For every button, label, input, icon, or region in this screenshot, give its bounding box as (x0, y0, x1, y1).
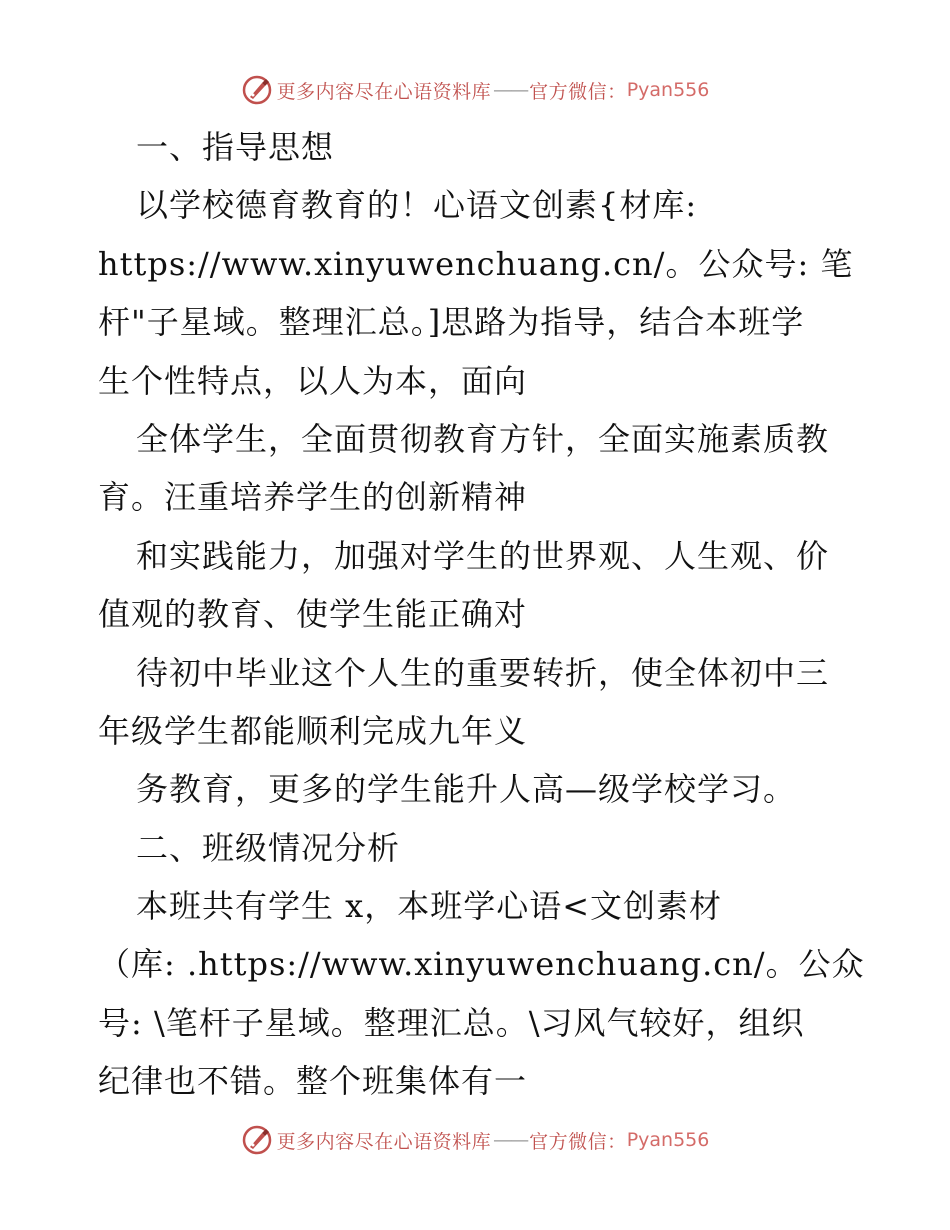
paragraph-line: 纪律也不错。整个班集体有一 (98, 1062, 528, 1101)
paragraph-line: https://www.xinyuwenchuang.cn/。公众号: 笔 (98, 244, 854, 283)
paragraph-line: 待初中毕业这个人生的重要转折，使全体初中三 (136, 653, 830, 692)
paragraph-line: 年级学生都能顺利完成九年义 (98, 711, 528, 750)
section-heading: 一、指导思想 (136, 128, 335, 166)
paragraph-line: 育。汪重培养学生的创新精神 (98, 478, 528, 517)
banner-wechat-label: 官方微信： (529, 1130, 627, 1153)
header-banner (0, 70, 950, 110)
paragraph-line: 和实践能力，加强对学生的世界观、人生观、价 (136, 536, 830, 575)
banner-separator: —— (493, 79, 528, 101)
pen-nib-logo-icon (241, 1124, 273, 1156)
paragraph-line: 全体学生，全面贯彻教育方针，全面实施素质教 (136, 419, 830, 458)
paragraph-line: 值观的教育、使学生能正确对 (98, 595, 528, 634)
section-heading: 二、班级情况分析 (136, 828, 401, 867)
paragraph-line: 以学校德育教育的！心语文创素{材库: (136, 186, 698, 225)
paragraph-line: 生个性特点，以人为本，面向 (98, 361, 528, 400)
banner-wechat-id: Pyan556 (626, 79, 710, 101)
banner-separator: —— (493, 1129, 528, 1151)
banner-text: 更多内容尽在心语资料库 (276, 80, 492, 103)
banner-text: 更多内容尽在心语资料库 (276, 1130, 492, 1153)
banner-wechat-id: Pyan556 (626, 1129, 710, 1151)
document-body (98, 118, 865, 1111)
paragraph-line: 号: \笔杆子星域。整理汇总。\习风气较好，组织 (98, 1003, 805, 1042)
pen-nib-logo-icon (241, 74, 273, 106)
banner-wechat-label: 官方微信： (529, 80, 627, 103)
paragraph-line: 杆"子星域。整理汇总。]思路为指导，结合本班学 (98, 303, 805, 342)
paragraph-line: （库: .https://www.xinyuwenchuang.cn/。公众 (98, 945, 865, 984)
paragraph-line: 本班共有学生 x，本班学心语<文创素材 (136, 887, 723, 926)
paragraph-line: 务教育，更多的学生能升人高—级学校学习。 (136, 770, 797, 809)
footer-banner (0, 1120, 950, 1160)
